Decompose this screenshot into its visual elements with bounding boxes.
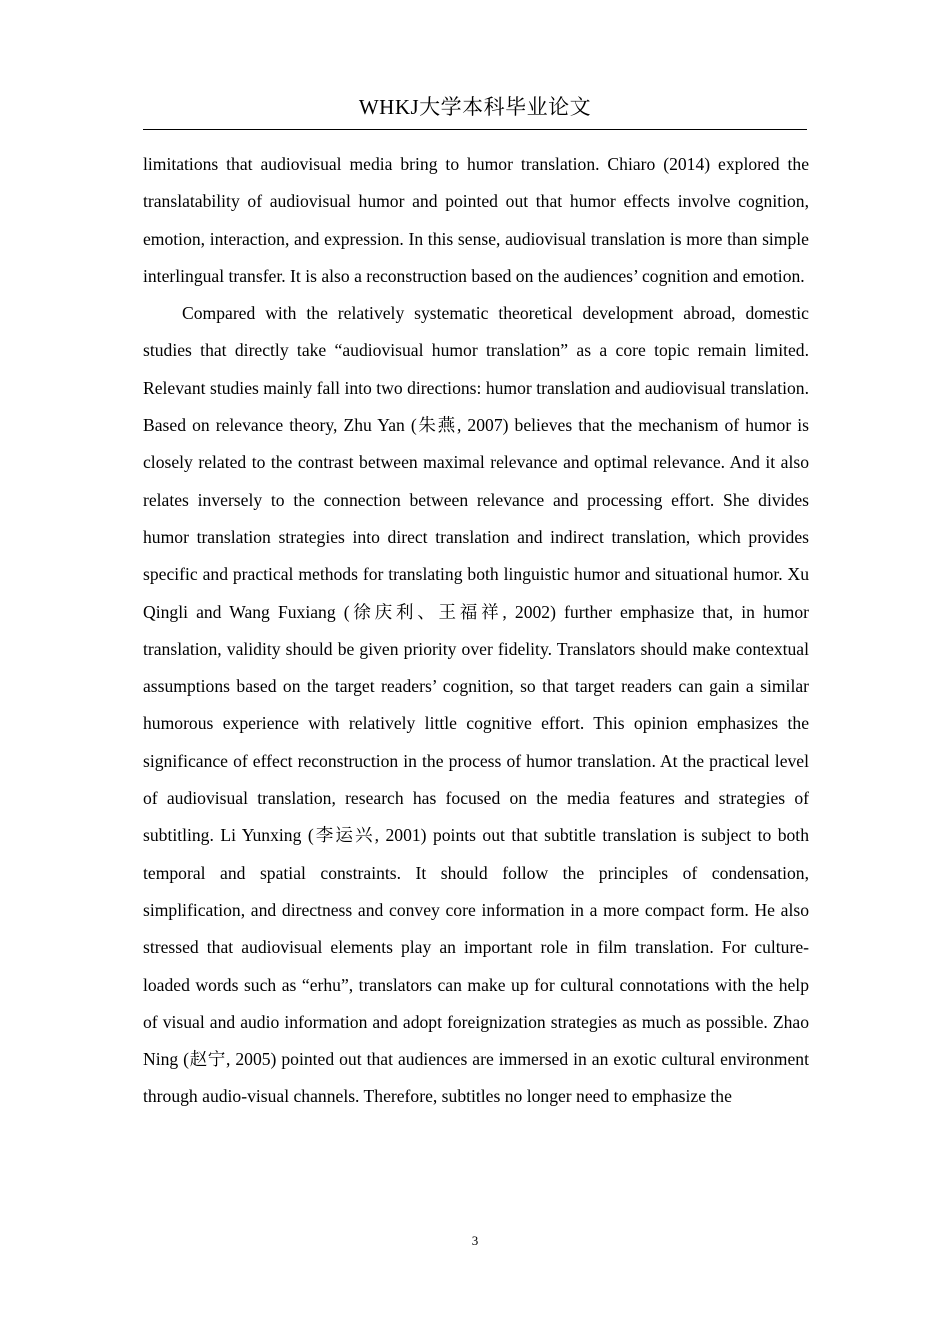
running-header: WHKJ大学本科毕业论文 <box>358 95 592 119</box>
page-number: 3 <box>471 1233 479 1248</box>
body-text <box>143 146 809 1116</box>
paragraph-domestic-studies: Compared with the relatively systematic theoretical development abroad, domestic studies that directly take “audiovisual humor translation” as a core topic remain limited. Relevant studies mainly fall into two directions: humor translation and audiovisual translation. Based on relevance theory, Zhu Yan (朱燕, 2007) believes that the mechanism of humor is closely related to the contrast between maximal relevance and optimal relevance. And it also relates inversely to the connection between relevance and processing effort. She divides humor translation strategies into direct translation and indirect translation, which provides specific and practical methods for translating both linguistic humor and situational humor. Xu Qingli and Wang Fuxiang (徐庆利、王福祥, 2002) further emphasize that, in humor translation, validity should be given priority over fidelity. Translators should make contextual assumptions based on the target readers’ cognition, so that target readers can gain a similar humorous experience with relatively little cognitive effort. This opinion emphasizes the significance of effect reconstruction in the process of humor translation. At the practical level of audiovisual translation, research has focused on the media features and strategies of subtitling. Li Yunxing (李运兴, 2001) points out that subtitle translation is subject to both temporal and spatial constraints. It should follow the principles of condensation, simplification, and directness and convey core information in a more compact form. He also stressed that audiovisual elements play an important role in film translation. For culture-loaded words such as “erhu”, translators can make up for cultural connotations with the help of visual and audio information and adopt foreignization strategies as much as possible. Zhao Ning (赵宁, 2005) pointed out that audiences are immersed in an exotic cultural environment through audio-visual channels. Therefore, subtitles no longer need to emphasize the <box>143 303 809 1107</box>
header-divider <box>143 129 807 130</box>
paragraph-continuation: limitations that audiovisual media bring to humor translation. Chiaro (2014) explored the translatability of audiovisual humor and pointed out that humor effects involve cognition, emotion, interaction, and expression. In this sense, audiovisual translation is more than simple interlingual transfer. It is also a reconstruction based on the audiences’ cognition and emotion. <box>143 154 809 286</box>
